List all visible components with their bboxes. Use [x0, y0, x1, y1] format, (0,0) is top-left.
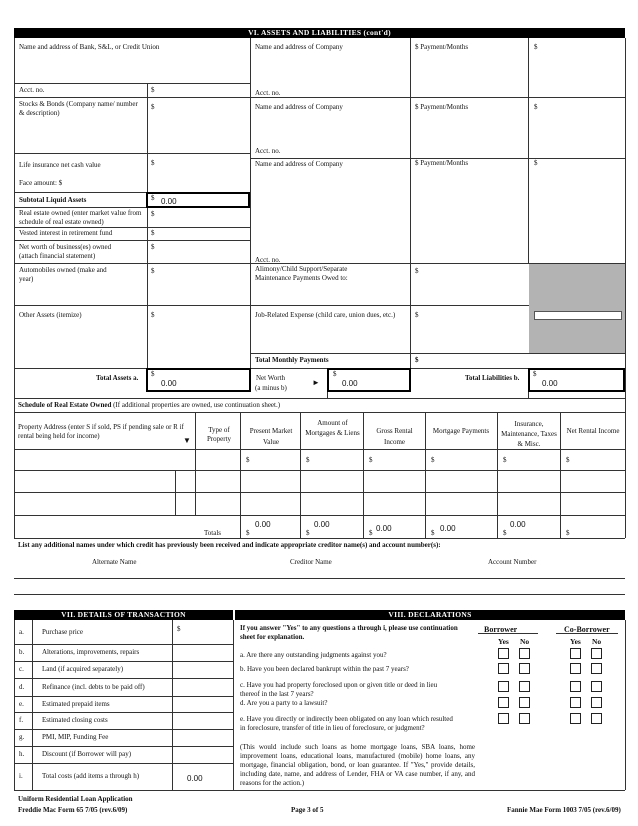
real-estate-field[interactable]: $ [151, 210, 155, 218]
co-borrower-yes-checkbox-c[interactable] [570, 681, 581, 692]
total-mortgages[interactable]: 0.00 [314, 520, 330, 529]
borrower-no-checkbox-a[interactable] [519, 648, 530, 659]
vii-item-label: Land (if acquired separately) [42, 665, 124, 673]
net-worth-business-label: Net worth of business(es) owned (attach financial statement) [19, 243, 112, 260]
vii-item-letter: c. [19, 665, 24, 673]
automobiles-field[interactable]: $ [151, 267, 155, 275]
borrower-label: Borrower [484, 625, 518, 634]
schedule-title-rest: (If additional properties are owned, use continuation sheet.) [111, 401, 281, 409]
vii-item-amount-field[interactable] [174, 713, 232, 728]
footer-title: Uniform Residential Loan Application [18, 795, 133, 803]
borrower-yes-checkbox-a[interactable] [498, 648, 509, 659]
subtotal-dollar: $ [151, 194, 155, 202]
alimony-label: Alimony/Child Support/Separate Maintenance Payments Owed to: [255, 265, 348, 282]
vii-item-label: Estimated prepaid items [42, 700, 110, 708]
co-borrower-label: Co-Borrower [564, 625, 610, 634]
acct-no-label-3: Acct. no. [255, 256, 281, 264]
vii-item-letter: f. [19, 716, 24, 724]
total-rental-income[interactable]: 0.00 [376, 524, 392, 533]
co-borrower-no-checkbox-a[interactable] [591, 648, 602, 659]
purchase-price-field[interactable]: $ [177, 625, 181, 633]
payment-amount-field-3[interactable]: $ [534, 159, 538, 167]
borrower-yes-label: Yes [498, 637, 509, 646]
net-worth-label: Net Worth [256, 374, 286, 382]
payment-months-label: $ Payment/Months [415, 43, 469, 51]
vii-item-amount-field[interactable] [174, 747, 232, 762]
total-assets-value[interactable]: 0.00 [161, 379, 177, 388]
vested-interest-field[interactable]: $ [151, 229, 155, 237]
borrower-no-label: No [520, 637, 530, 646]
total-dollar-2: $ [306, 529, 310, 537]
borrower-no-checkbox-d[interactable] [519, 697, 530, 708]
vii-item-letter: e. [19, 700, 24, 708]
net-worth-business-field[interactable]: $ [151, 243, 155, 251]
question-d: d. Are you a party to a lawsuit? [240, 699, 328, 707]
footer-page: Page 3 of 5 [291, 806, 324, 814]
total-liabilities-label: Total Liabilities b. [465, 374, 520, 382]
co-borrower-no-checkbox-b[interactable] [591, 663, 602, 674]
section-viii-header: VIII. DECLARATIONS [235, 610, 625, 620]
vii-item-letter: g. [19, 733, 25, 741]
vii-item-amount-field[interactable] [174, 764, 232, 789]
job-related-field[interactable]: $ [415, 311, 419, 319]
borrower-no-checkbox-b[interactable] [519, 663, 530, 674]
alimony-field[interactable]: $ [415, 267, 419, 275]
total-dollar-4: $ [431, 529, 435, 537]
question-b: b. Have you been declared bankrupt within the past 7 years? [240, 665, 409, 673]
vii-item-label: Discount (if Borrower will pay) [42, 750, 132, 758]
net-worth-sub: (a minus b) [255, 384, 287, 392]
payment-months-label-2: $ Payment/Months [415, 103, 469, 111]
vii-item-label: Purchase price [42, 628, 84, 636]
co-borrower-no-label: No [592, 637, 602, 646]
col-market-value: Present Market Value [249, 427, 293, 446]
co-borrower-yes-checkbox-a[interactable] [570, 648, 581, 659]
total-dollar-1: $ [246, 529, 250, 537]
vii-item-letter: a. [19, 628, 24, 636]
co-borrower-yes-checkbox-d[interactable] [570, 697, 581, 708]
borrower-no-checkbox-c[interactable] [519, 681, 530, 692]
col-type: Type of Property [206, 426, 232, 443]
stocks-bonds-field[interactable]: $ [151, 103, 155, 111]
co-borrower-yes-label: Yes [570, 637, 581, 646]
account-number-label: Account Number [488, 558, 537, 566]
borrower-yes-checkbox-d[interactable] [498, 697, 509, 708]
section-vii-header: VII. DETAILS OF TRANSACTION [14, 610, 233, 620]
job-expense-amount-box[interactable] [534, 311, 622, 320]
acct-no-label-2: Acct. no. [255, 147, 281, 155]
vii-item-amount-field[interactable] [174, 697, 232, 711]
borrower-yes-checkbox-e[interactable] [498, 713, 509, 724]
co-borrower-no-checkbox-d[interactable] [591, 697, 602, 708]
total-dollar-6: $ [566, 529, 570, 537]
vii-item-amount-field[interactable] [174, 645, 232, 660]
total-mortgage-payments[interactable]: 0.00 [440, 524, 456, 533]
other-assets-field[interactable]: $ [151, 311, 155, 319]
payment-months-label-3: $ Payment/Months [415, 159, 469, 167]
col-mortgage-payments: Mortgage Payments [432, 427, 490, 435]
company-name-label-3: Name and address of Company [255, 160, 343, 168]
declarations-intro: If you answer "Yes" to any questions a through i, please use continuation sheet for explanation. [240, 624, 458, 641]
job-related-label: Job-Related Expense (child care, union dues, etc.) [255, 311, 396, 319]
total-liabilities-dollar: $ [533, 370, 537, 378]
acct-no-label: Acct. no. [19, 86, 45, 94]
vii-item-label: Total costs (add items a through h) [42, 772, 140, 780]
schedule-title-bold: Schedule of Real Estate Owned [18, 401, 112, 409]
vii-item-letter: i. [19, 772, 23, 780]
total-liabilities-value[interactable]: 0.00 [542, 379, 558, 388]
market-value-field[interactable]: $ [246, 456, 250, 464]
question-e: e. Have you directly or indirectly been obligated on any loan which resulted in foreclosure, transfer of title in lieu of foreclosure, or judgment? [240, 715, 453, 732]
total-monthly-label: Total Monthly Payments [255, 356, 329, 364]
vested-interest-label: Vested interest in retirement fund [19, 229, 113, 237]
total-assets-dollar: $ [151, 370, 155, 378]
col-property-address: Property Address (enter S if sold, PS if pending sale or R if rental being held for income) [18, 423, 184, 440]
question-c: c. Have you had property foreclosed upon or given title or deed in lieu thereof in the last 7 years? [240, 681, 438, 698]
total-monthly-field[interactable]: $ [415, 356, 419, 364]
col-insurance: Insurance, Maintenance, Taxes & Misc. [501, 420, 557, 448]
stocks-bonds-label: Stocks & Bonds (Company name/ number & description) [19, 100, 138, 117]
company-name-label-2: Name and address of Company [255, 103, 343, 111]
real-estate-label: Real estate owned (enter market value from schedule of real estate owned) [19, 209, 142, 226]
borrower-no-checkbox-e[interactable] [519, 713, 530, 724]
alternate-name-label: Alternate Name [92, 558, 137, 566]
borrower-yes-checkbox-c[interactable] [498, 681, 509, 692]
totals-label: Totals [204, 529, 222, 537]
co-borrower-yes-checkbox-b[interactable] [570, 663, 581, 674]
life-insurance-label: Life insurance net cash value [19, 161, 101, 169]
vii-item-amount-field[interactable] [174, 679, 232, 695]
vii-item-letter: h. [19, 750, 25, 758]
company-name-label: Name and address of Company [255, 43, 343, 51]
life-insurance-field[interactable]: $ [151, 159, 155, 167]
co-borrower-no-checkbox-c[interactable] [591, 681, 602, 692]
net-worth-dollar: $ [333, 370, 337, 378]
footer-freddie: Freddie Mac Form 65 7/05 (rev.6/09) [18, 806, 128, 814]
vii-item-label: PMI, MIP, Funding Fee [42, 733, 109, 741]
vii-item-letter: b. [19, 648, 25, 656]
shaded-area [529, 264, 625, 353]
total-insurance[interactable]: 0.00 [510, 520, 526, 529]
net-rental-field[interactable]: $ [566, 456, 570, 464]
other-assets-label: Other Assets (itemize) [19, 311, 82, 319]
rental-income-field[interactable]: $ [369, 456, 373, 464]
vii-item-amount-field[interactable] [174, 730, 232, 745]
payment-amount-field[interactable]: $ [534, 43, 538, 51]
co-borrower-no-checkbox-e[interactable] [591, 713, 602, 724]
acct-no-label-company: Acct. no. [255, 89, 281, 97]
footer-fannie: Fannie Mae Form 1003 7/05 (rev.6/09) [507, 806, 621, 814]
mortgages-field[interactable]: $ [306, 456, 310, 464]
acct-value-field[interactable]: $ [151, 86, 155, 94]
col-rental-income: Gross Rental Income [376, 427, 413, 446]
subtotal-liquid-value[interactable]: 0.00 [161, 197, 177, 206]
total-assets-label: Total Assets a. [96, 374, 139, 382]
vii-item-amount-field[interactable] [174, 662, 232, 677]
section-vi-header: VI. ASSETS AND LIABILITIES (cont'd) [14, 28, 625, 38]
declarations-explanation: (This would include such loans as home mortgage loans, SBA loans, home improvement loans, educational loans, manufactured (mobile) home loans, any mortgage, financial obligation, bond, or loan guarantee. If "Yes," provide details, including date, name, and address of Lender, FHA or VA case number, if any, and reasons for the action.) [240, 743, 475, 787]
automobiles-label: Automobiles owned (make and year) [19, 266, 107, 283]
vii-item-label: Estimated closing costs [42, 716, 108, 724]
total-dollar-3: $ [369, 529, 373, 537]
col-property-arrow-icon: ▼ [183, 436, 191, 445]
net-worth-value[interactable]: 0.00 [342, 379, 358, 388]
col-mortgages: Amount of Mortgages & Liens [305, 419, 360, 437]
total-costs-value[interactable]: 0.00 [187, 774, 203, 783]
vii-item-label: Refinance (incl. debts to be paid off) [42, 683, 145, 691]
net-worth-arrow-icon: ► [312, 378, 320, 387]
vii-item-letter: d. [19, 683, 25, 691]
total-dollar-5: $ [503, 529, 507, 537]
schedule-title [18, 401, 280, 410]
additional-names-title: List any additional names under which credit has previously been received and indicate appropriate creditor name(s) and account number(s): [18, 541, 441, 549]
vii-item-label: Alterations, improvements, repairs [42, 648, 140, 656]
face-amount-label: Face amount: $ [19, 179, 63, 187]
net-worth-box [327, 368, 411, 392]
co-borrower-yes-checkbox-e[interactable] [570, 713, 581, 724]
bank-name-label: Name and address of Bank, S&L, or Credit Union [19, 43, 160, 51]
subtotal-liquid-label: Subtotal Liquid Assets [19, 196, 87, 204]
insurance-field[interactable]: $ [503, 456, 507, 464]
question-a: a. Are there any outstanding judgments against you? [240, 651, 387, 659]
total-market-value[interactable]: 0.00 [255, 520, 271, 529]
col-net-rental: Net Rental Income [566, 427, 620, 435]
mortgage-payments-field[interactable]: $ [431, 456, 435, 464]
payment-amount-field-2[interactable]: $ [534, 103, 538, 111]
vii-item-amount-field[interactable] [174, 621, 232, 643]
creditor-name-label: Creditor Name [290, 558, 332, 566]
borrower-yes-checkbox-b[interactable] [498, 663, 509, 674]
